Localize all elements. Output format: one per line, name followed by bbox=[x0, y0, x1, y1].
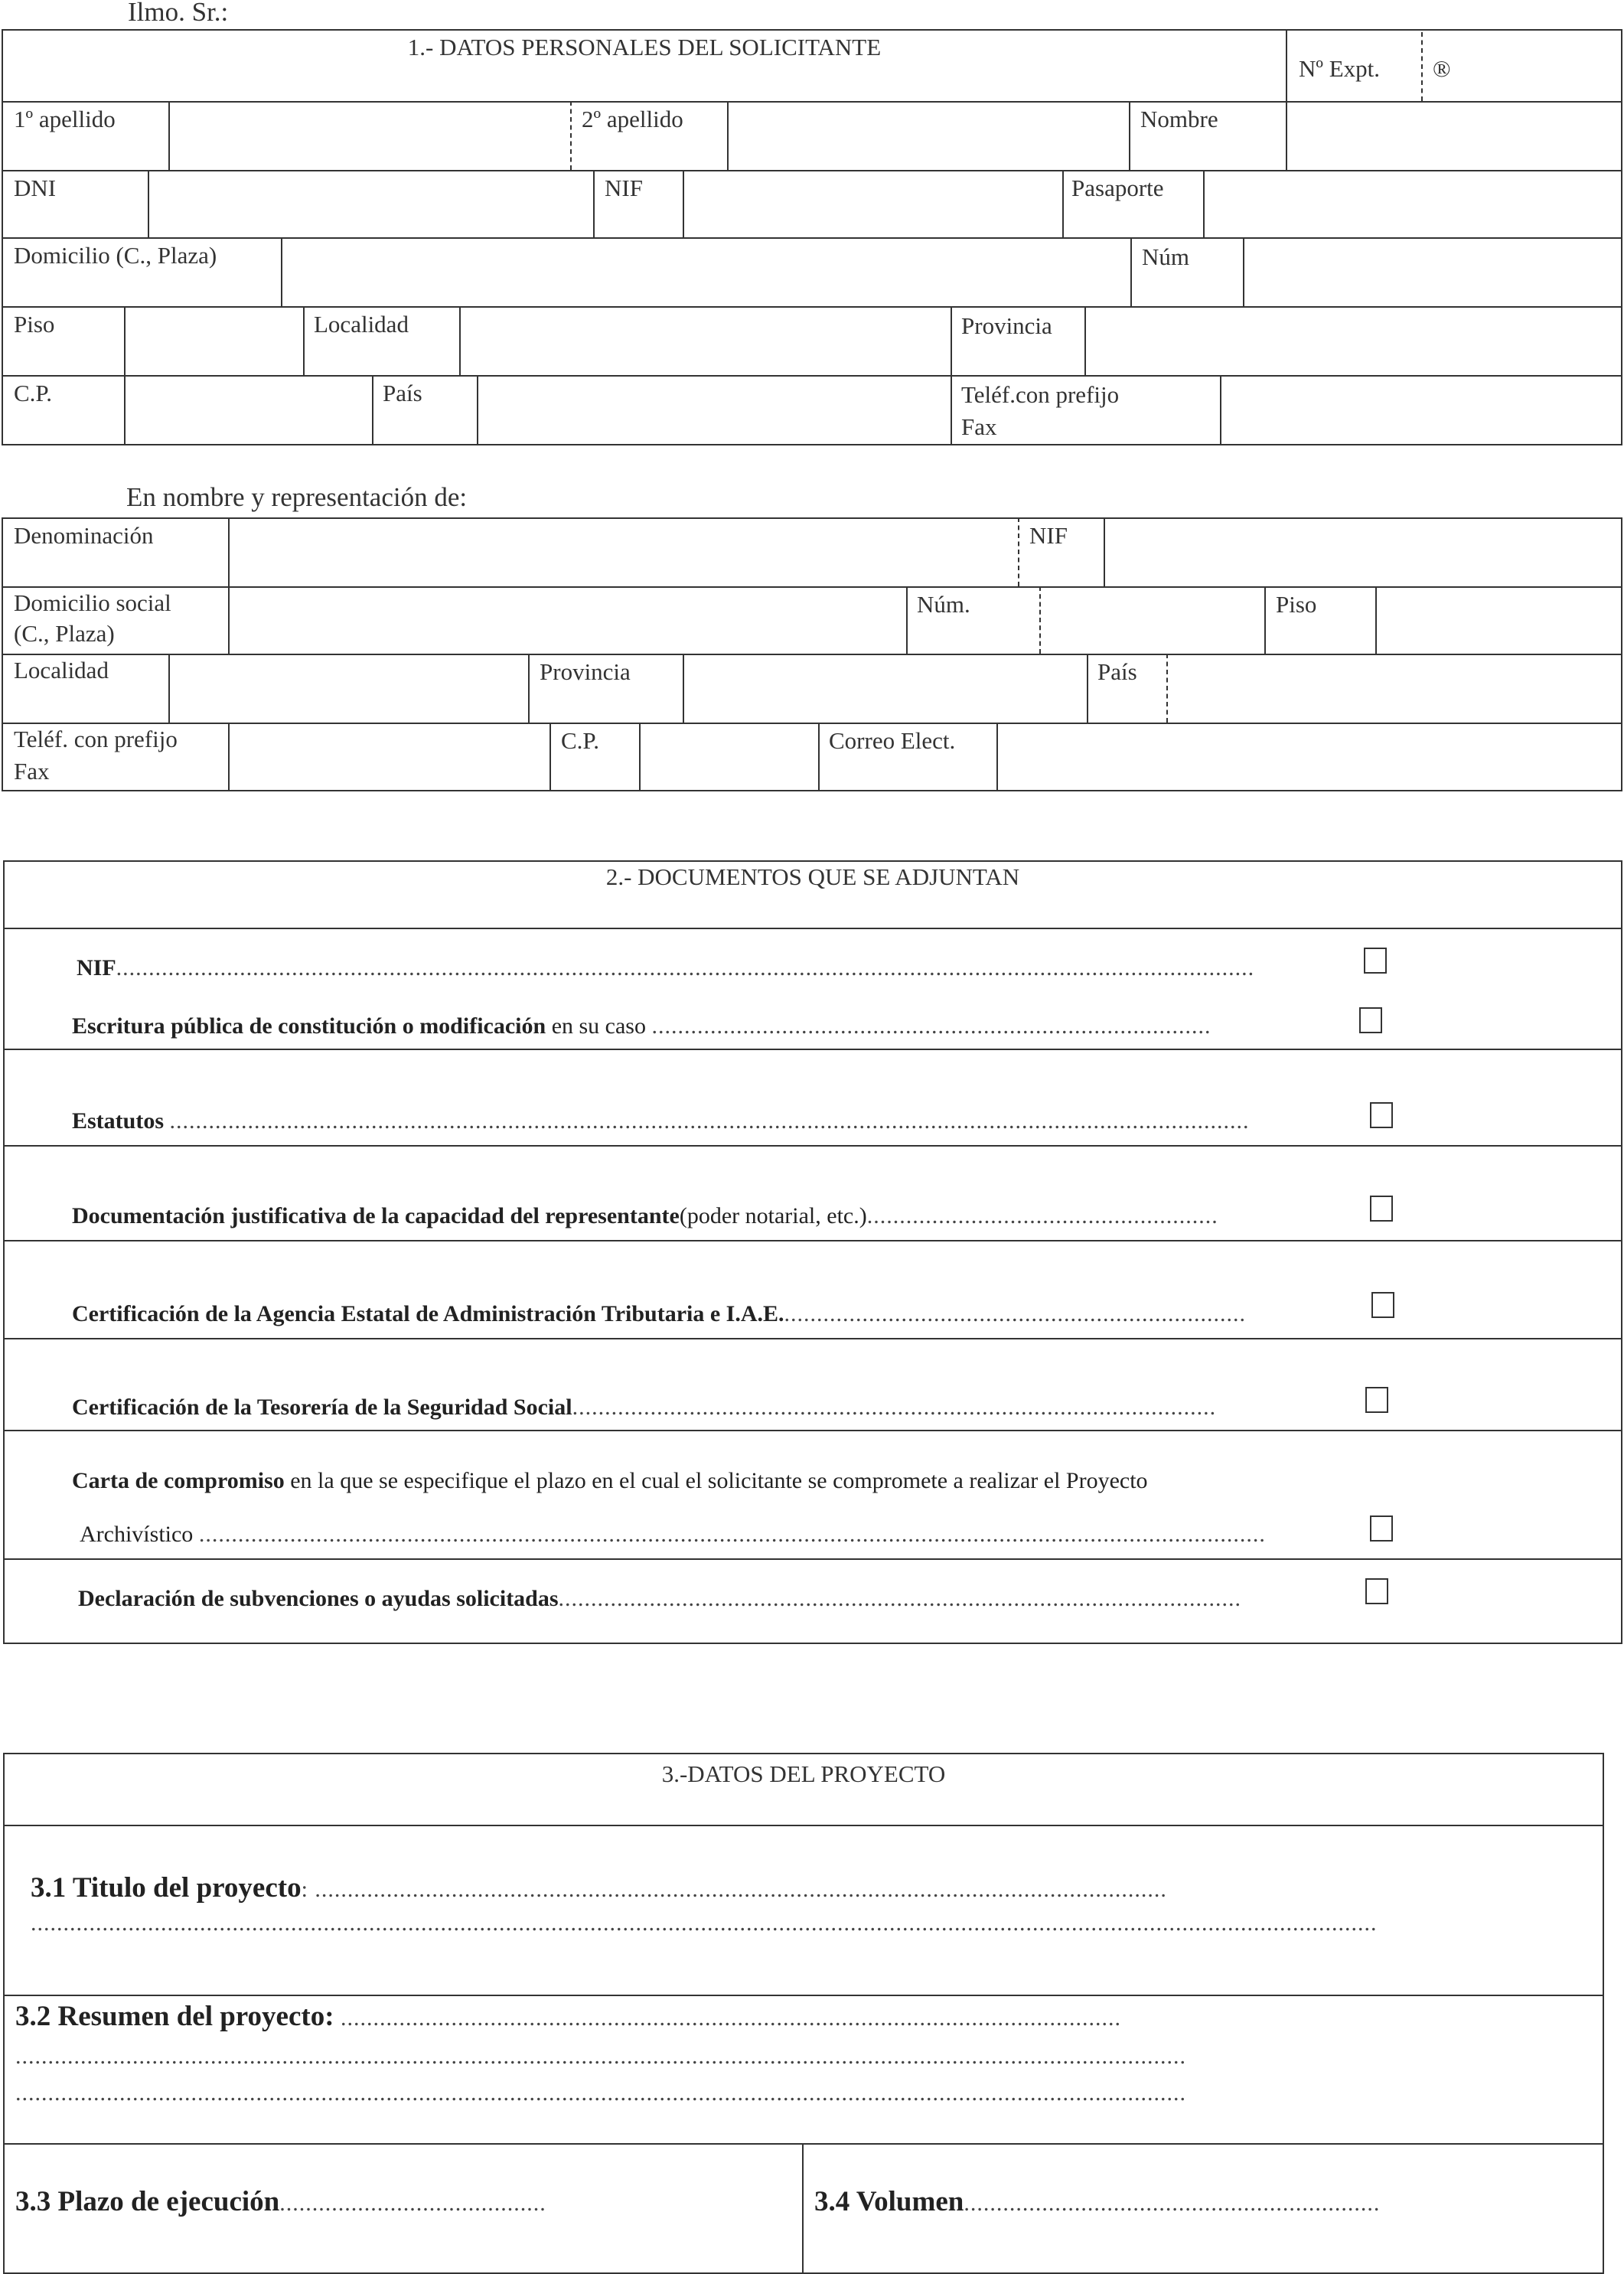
rep-pais-label: País bbox=[1097, 658, 1137, 685]
pais-field[interactable] bbox=[478, 377, 951, 444]
rep-telefono-label: Teléf. con prefijo bbox=[14, 726, 178, 752]
rep-correo-field[interactable] bbox=[998, 724, 1621, 790]
doc-item-estatutos: Estatutos ...................................................................................................................................................................... bbox=[72, 1108, 1250, 1134]
volumen: 3.4 Volumen................................................................ bbox=[814, 2186, 1381, 2217]
rep-fax-label: Fax bbox=[14, 758, 50, 785]
proyecto-titulo-line2: ............................................................................................................................................................................................................... bbox=[31, 1910, 1378, 1936]
rep-nif-field[interactable] bbox=[1105, 519, 1621, 585]
doc-item-representante: Documentación justificativa de la capacidad del representante(poder notarial, etc.)...................................................... bbox=[72, 1203, 1218, 1228]
doc-item-escritura: Escritura pública de constitución o modificación en su caso ...................................................................................... bbox=[72, 1013, 1211, 1039]
doc-checkbox-representante[interactable] bbox=[1370, 1196, 1393, 1222]
proyecto-titulo-field[interactable] bbox=[8, 1829, 1600, 1992]
telefono-label: Teléf.con prefijo bbox=[961, 381, 1120, 408]
domicilio-label: Domicilio (C., Plaza) bbox=[14, 242, 217, 269]
volumen-field[interactable] bbox=[807, 2146, 1600, 2269]
domicilio-field[interactable] bbox=[282, 239, 1129, 305]
doc-item-subvenciones: Declaración de subvenciones o ayudas solicitadas......................................................................................................... bbox=[78, 1586, 1242, 1611]
pasaporte-field[interactable] bbox=[1205, 171, 1621, 236]
doc-item-agencia-tributaria: Certificación de la Agencia Estatal de Administración Tributaria e I.A.E........................................................................ bbox=[72, 1301, 1247, 1326]
cp-label: C.P. bbox=[14, 380, 52, 406]
expt-number-field[interactable] bbox=[1423, 31, 1621, 101]
doc-checkbox-escritura[interactable] bbox=[1359, 1007, 1382, 1033]
rep-pais-field[interactable] bbox=[1168, 655, 1621, 721]
domicilio-social-label: Domicilio social bbox=[14, 589, 171, 616]
dni-field[interactable] bbox=[149, 171, 592, 236]
doc-item-seguridad-social: Certificación de la Tesorería de la Seguridad Social................................................................................................... bbox=[72, 1395, 1217, 1420]
rep-localidad-field[interactable] bbox=[170, 655, 527, 721]
proyecto-resumen-line2: .................................................................................................................................................................................... bbox=[15, 2044, 1186, 2069]
provincia-label: Provincia bbox=[961, 312, 1052, 339]
rep-telefono-field[interactable] bbox=[230, 724, 548, 790]
pasaporte-label: Pasaporte bbox=[1071, 175, 1164, 201]
plazo-ejecucion-field[interactable] bbox=[8, 2146, 796, 2269]
rep-provincia-field[interactable] bbox=[684, 655, 1085, 721]
cp-field[interactable] bbox=[126, 377, 370, 444]
dni-label: DNI bbox=[14, 175, 57, 201]
apellido2-label: 2º apellido bbox=[582, 106, 683, 132]
apellido2-field[interactable] bbox=[729, 103, 1127, 168]
plazo-ejecucion: 3.3 Plazo de ejecución......................................... bbox=[15, 2186, 546, 2217]
rep-piso-label: Piso bbox=[1276, 591, 1317, 618]
rep-num-label: Núm. bbox=[917, 591, 970, 618]
rep-provincia-label: Provincia bbox=[540, 658, 631, 685]
doc-checkbox-estatutos[interactable] bbox=[1370, 1102, 1393, 1128]
proyecto-resumen-field[interactable] bbox=[8, 1998, 1600, 2140]
piso-field[interactable] bbox=[126, 308, 302, 374]
registered-mark: ® bbox=[1433, 55, 1451, 82]
doc-checkbox-subvenciones[interactable] bbox=[1365, 1578, 1388, 1604]
rep-correo-label: Correo Elect. bbox=[829, 727, 956, 754]
localidad-field[interactable] bbox=[461, 308, 949, 374]
rep-cp-label: C.P. bbox=[561, 727, 599, 754]
rep-localidad-label: Localidad bbox=[14, 657, 109, 684]
section1-title: 1.- DATOS PERSONALES DEL SOLICITANTE bbox=[407, 34, 882, 60]
doc-checkbox-agencia-tributaria[interactable] bbox=[1371, 1292, 1394, 1318]
doc-item-carta-compromiso-cont: Archivístico .................................................................................................................................................................... bbox=[80, 1522, 1266, 1547]
rep-cp-field[interactable] bbox=[641, 724, 817, 790]
nif-field[interactable] bbox=[684, 171, 1061, 236]
rep-nif-label: NIF bbox=[1029, 522, 1068, 549]
proyecto-resumen-line1: 3.2 Resumen del proyecto: ........................................................................................................................ bbox=[15, 2001, 1122, 2032]
doc-checkbox-seguridad-social[interactable] bbox=[1365, 1387, 1388, 1413]
expt-number-label: Nº Expt. bbox=[1299, 55, 1381, 82]
localidad-label: Localidad bbox=[314, 311, 409, 338]
proyecto-resumen-line3: .................................................................................................................................................................................... bbox=[15, 2080, 1186, 2106]
representacion-heading: En nombre y representación de: bbox=[126, 482, 468, 512]
rep-num-field[interactable] bbox=[1041, 588, 1263, 652]
denominacion-label: Denominación bbox=[14, 522, 154, 549]
salutation: Ilmo. Sr.: bbox=[128, 0, 229, 27]
doc-item-carta-compromiso: Carta de compromiso en la que se especifique el plazo en el cual el solicitante se compromete a realizar el Proyecto bbox=[72, 1468, 1148, 1493]
piso-label: Piso bbox=[14, 311, 55, 338]
section2-title: 2.- DOCUMENTOS QUE SE ADJUNTAN bbox=[605, 863, 1020, 890]
num-label: Núm bbox=[1142, 243, 1189, 270]
rep-piso-field[interactable] bbox=[1377, 588, 1621, 652]
nif-label: NIF bbox=[605, 175, 643, 201]
apellido1-label: 1º apellido bbox=[14, 106, 116, 132]
nombre-field[interactable] bbox=[1287, 103, 1621, 168]
domicilio-social-field[interactable] bbox=[230, 588, 905, 652]
telefono-fax-field[interactable] bbox=[1221, 377, 1621, 444]
provincia-field[interactable] bbox=[1086, 308, 1621, 374]
apellido1-field[interactable] bbox=[170, 103, 568, 168]
pais-label: País bbox=[383, 380, 422, 406]
nombre-label: Nombre bbox=[1140, 106, 1218, 132]
doc-item-nif: NIF............................................................................................................................................................................... bbox=[77, 955, 1255, 980]
doc-checkbox-carta-compromiso[interactable] bbox=[1370, 1515, 1393, 1542]
doc-checkbox-nif[interactable] bbox=[1364, 948, 1387, 974]
num-field[interactable] bbox=[1244, 239, 1621, 305]
section3-title: 3.-DATOS DEL PROYECTO bbox=[661, 1760, 946, 1787]
domicilio-social-sub-label: (C., Plaza) bbox=[14, 620, 115, 647]
fax-label: Fax bbox=[961, 413, 997, 440]
denominacion-field[interactable] bbox=[230, 519, 1016, 585]
proyecto-titulo-line1: 3.1 Titulo del proyecto: ................................................................................................................................... bbox=[31, 1872, 1167, 1904]
